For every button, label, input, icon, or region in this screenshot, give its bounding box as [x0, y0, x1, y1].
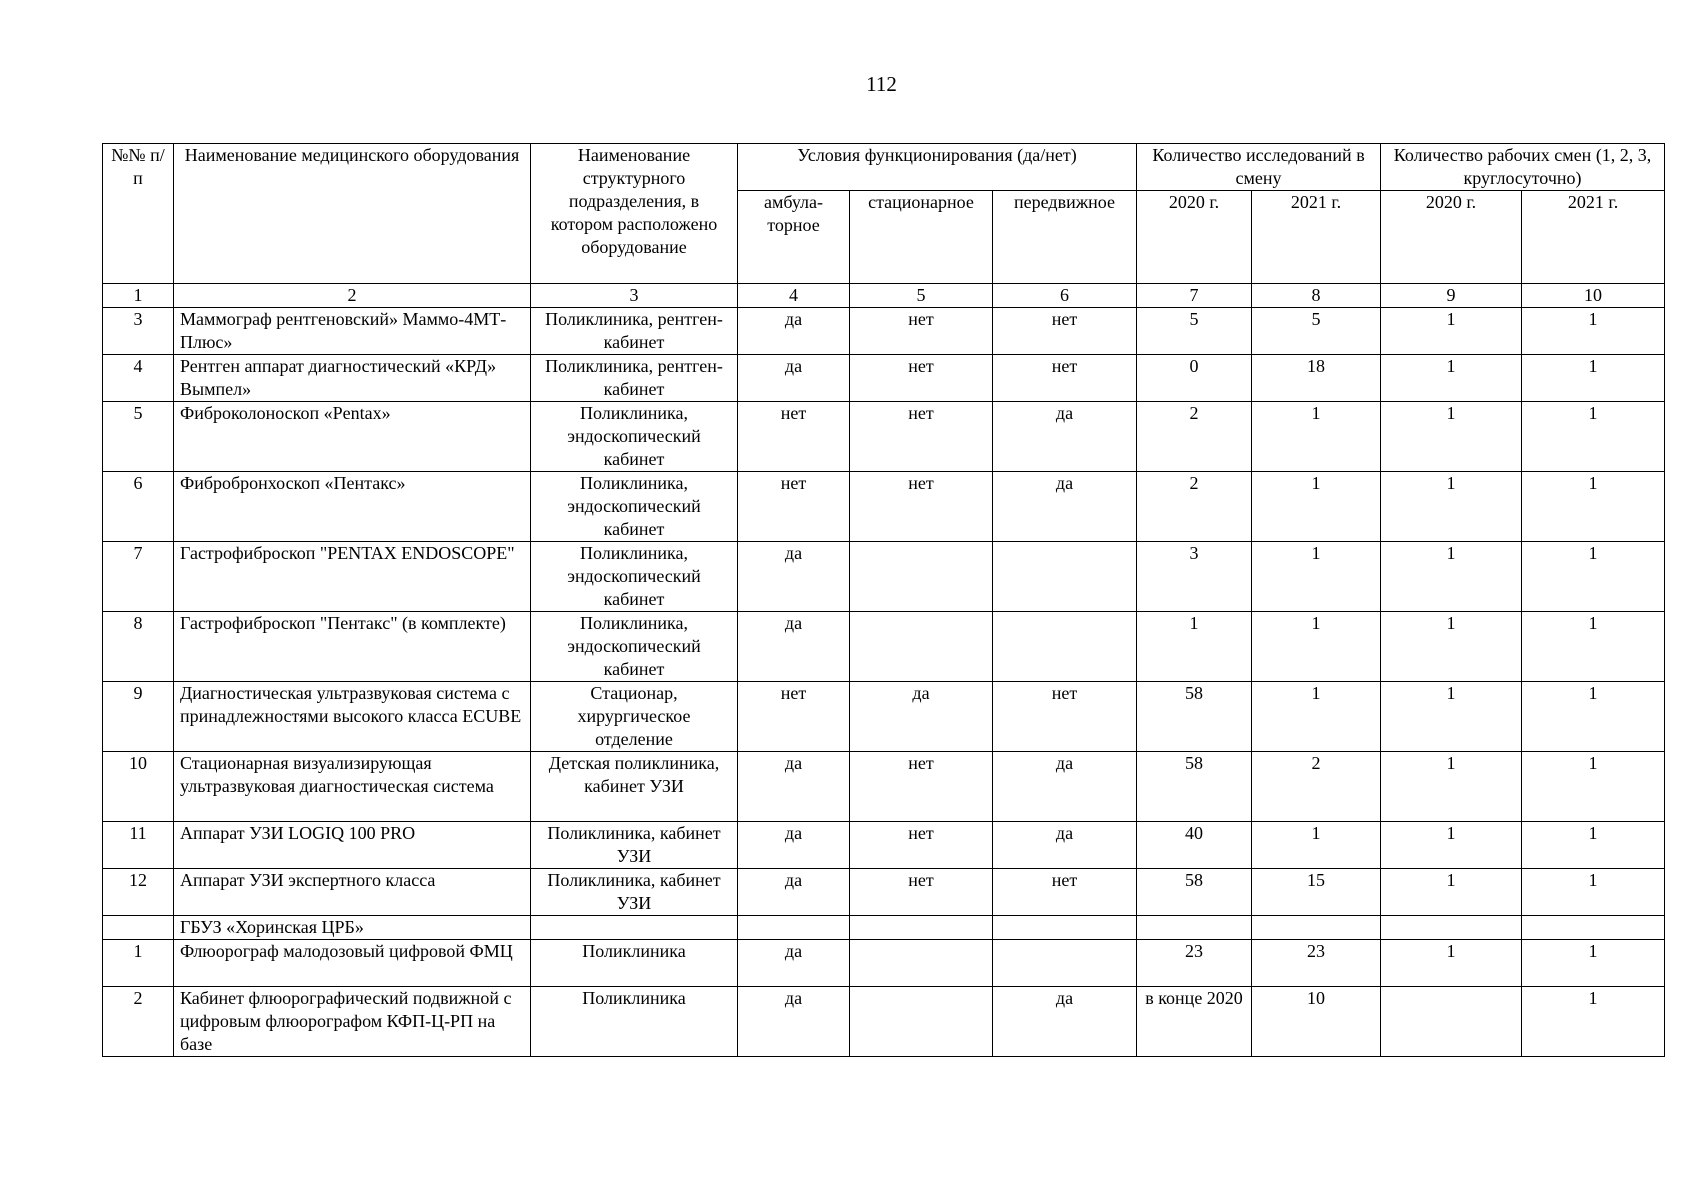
column-number: 6 — [993, 284, 1137, 308]
studies-2021: 2 — [1252, 752, 1381, 822]
row-number: 3 — [103, 308, 174, 355]
studies-2020: 1 — [1137, 612, 1252, 682]
mobile-value — [993, 612, 1137, 682]
ambulatory-value: да — [738, 987, 850, 1057]
studies-2020: 58 — [1137, 869, 1252, 916]
header-studies-2021: 2021 г. — [1252, 191, 1381, 284]
header-conditions: Условия функционирования (да/нет) — [738, 144, 1137, 191]
stationary-value: нет — [850, 822, 993, 869]
column-number: 5 — [850, 284, 993, 308]
stationary-value: нет — [850, 402, 993, 472]
header-num: №№ п/п — [103, 144, 174, 284]
equipment-name: Диагностическая ультразвуковая система с принадлежностями высокого класса ECUBE — [174, 682, 531, 752]
studies-2021: 18 — [1252, 355, 1381, 402]
table-row — [103, 682, 1665, 752]
table-row — [103, 940, 1665, 987]
stationary-value: да — [850, 682, 993, 752]
studies-2021: 1 — [1252, 472, 1381, 542]
table-row — [103, 308, 1665, 355]
shifts-2021: 1 — [1522, 987, 1665, 1057]
column-number-row — [103, 284, 1665, 308]
header-studies-per-shift: Количество исследований в смену — [1137, 144, 1381, 191]
equipment-name: ГБУЗ «Хоринская ЦРБ» — [174, 916, 531, 940]
studies-2021: 1 — [1252, 542, 1381, 612]
header-department: Наименование структурного подразделения, в котором расположено оборудование — [531, 144, 738, 284]
ambulatory-value: нет — [738, 402, 850, 472]
shifts-2020: 1 — [1381, 752, 1522, 822]
department: Поликлиника, эндоскопический кабинет — [531, 402, 738, 472]
header-shifts-2020: 2020 г. — [1381, 191, 1522, 284]
table-row — [103, 869, 1665, 916]
shifts-2020: 1 — [1381, 682, 1522, 752]
table-row — [103, 542, 1665, 612]
shifts-2020: 1 — [1381, 822, 1522, 869]
shifts-2020 — [1381, 916, 1522, 940]
equipment-name: Гастрофиброскоп "PENTAX ENDOSCOPE" — [174, 542, 531, 612]
table-row — [103, 987, 1665, 1057]
shifts-2020: 1 — [1381, 308, 1522, 355]
table-row — [103, 752, 1665, 822]
row-number: 10 — [103, 752, 174, 822]
stationary-value: нет — [850, 355, 993, 402]
stationary-value: нет — [850, 752, 993, 822]
mobile-value: да — [993, 402, 1137, 472]
studies-2021: 10 — [1252, 987, 1381, 1057]
department: Поликлиника, эндоскопический кабинет — [531, 472, 738, 542]
department: Поликлиника — [531, 987, 738, 1057]
ambulatory-value: нет — [738, 682, 850, 752]
column-number: 9 — [1381, 284, 1522, 308]
table-row — [103, 402, 1665, 472]
row-number: 2 — [103, 987, 174, 1057]
table-body — [103, 284, 1665, 1057]
header-stationary: стационарное — [850, 191, 993, 284]
studies-2020 — [1137, 916, 1252, 940]
equipment-name: Фибробронхоскоп «Пентакс» — [174, 472, 531, 542]
shifts-2020: 1 — [1381, 355, 1522, 402]
mobile-value: да — [993, 987, 1137, 1057]
row-number: 1 — [103, 940, 174, 987]
row-number: 7 — [103, 542, 174, 612]
shifts-2021: 1 — [1522, 402, 1665, 472]
table-row — [103, 916, 1665, 940]
shifts-2020: 1 — [1381, 940, 1522, 987]
ambulatory-value: да — [738, 940, 850, 987]
table-row — [103, 612, 1665, 682]
ambulatory-value: да — [738, 869, 850, 916]
column-number: 7 — [1137, 284, 1252, 308]
header-work-shifts: Количество рабочих смен (1, 2, 3, круглосуточно) — [1381, 144, 1665, 191]
equipment-name: Аппарат УЗИ LOGIQ 100 PRO — [174, 822, 531, 869]
equipment-name: Кабинет флюорографический подвижной с цифровым флюорографом КФП-Ц-РП на базе — [174, 987, 531, 1057]
mobile-value — [993, 940, 1137, 987]
stationary-value: нет — [850, 308, 993, 355]
stationary-value — [850, 612, 993, 682]
row-number: 4 — [103, 355, 174, 402]
ambulatory-value: да — [738, 822, 850, 869]
equipment-table — [102, 143, 1665, 1057]
ambulatory-value: да — [738, 542, 850, 612]
table-row — [103, 355, 1665, 402]
shifts-2021: 1 — [1522, 752, 1665, 822]
ambulatory-value: да — [738, 612, 850, 682]
stationary-value — [850, 542, 993, 612]
studies-2020: 3 — [1137, 542, 1252, 612]
row-number: 12 — [103, 869, 174, 916]
studies-2020: в конце 2020 — [1137, 987, 1252, 1057]
department: Поликлиника, кабинет УЗИ — [531, 822, 738, 869]
studies-2021: 15 — [1252, 869, 1381, 916]
stationary-value — [850, 916, 993, 940]
row-number — [103, 916, 174, 940]
department: Поликлиника, рентген-кабинет — [531, 355, 738, 402]
row-number: 5 — [103, 402, 174, 472]
studies-2020: 2 — [1137, 402, 1252, 472]
equipment-name: Рентген аппарат диагностический «КРД» Вымпел» — [174, 355, 531, 402]
row-number: 8 — [103, 612, 174, 682]
shifts-2021: 1 — [1522, 472, 1665, 542]
shifts-2020: 1 — [1381, 542, 1522, 612]
mobile-value: да — [993, 472, 1137, 542]
shifts-2020 — [1381, 987, 1522, 1057]
mobile-value: нет — [993, 355, 1137, 402]
column-number: 10 — [1522, 284, 1665, 308]
department: Стационар, хирургическое отделение — [531, 682, 738, 752]
studies-2021: 23 — [1252, 940, 1381, 987]
ambulatory-value: да — [738, 308, 850, 355]
shifts-2021: 1 — [1522, 612, 1665, 682]
mobile-value — [993, 916, 1137, 940]
mobile-value: нет — [993, 308, 1137, 355]
department: Детская поликлиника, кабинет УЗИ — [531, 752, 738, 822]
stationary-value — [850, 987, 993, 1057]
equipment-name: Стационарная визуализирующая ультразвуковая диагностическая система — [174, 752, 531, 822]
studies-2020: 58 — [1137, 752, 1252, 822]
equipment-name: Аппарат УЗИ экспертного класса — [174, 869, 531, 916]
equipment-name: Гастрофиброскоп "Пентакс" (в комплекте) — [174, 612, 531, 682]
column-number: 8 — [1252, 284, 1381, 308]
studies-2021: 1 — [1252, 682, 1381, 752]
mobile-value: да — [993, 822, 1137, 869]
header-mobile: передвижное — [993, 191, 1137, 284]
stationary-value — [850, 940, 993, 987]
studies-2020: 5 — [1137, 308, 1252, 355]
studies-2020: 2 — [1137, 472, 1252, 542]
page-number: 112 — [866, 72, 897, 96]
ambulatory-value: да — [738, 752, 850, 822]
studies-2021: 1 — [1252, 822, 1381, 869]
studies-2020: 58 — [1137, 682, 1252, 752]
header-equipment-name: Наименование медицинского оборудования — [174, 144, 531, 284]
shifts-2021: 1 — [1522, 542, 1665, 612]
mobile-value: нет — [993, 682, 1137, 752]
table-row — [103, 472, 1665, 542]
ambulatory-value: да — [738, 355, 850, 402]
equipment-name: Фиброколоноскоп «Pentax» — [174, 402, 531, 472]
ambulatory-value: нет — [738, 472, 850, 542]
equipment-name: Флюорограф малодозовый цифровой ФМЦ — [174, 940, 531, 987]
studies-2020: 23 — [1137, 940, 1252, 987]
shifts-2021: 1 — [1522, 869, 1665, 916]
shifts-2021: 1 — [1522, 822, 1665, 869]
shifts-2021 — [1522, 916, 1665, 940]
mobile-value: нет — [993, 869, 1137, 916]
row-number: 9 — [103, 682, 174, 752]
department: Поликлиника, эндоскопический кабинет — [531, 612, 738, 682]
column-number: 2 — [174, 284, 531, 308]
shifts-2021: 1 — [1522, 308, 1665, 355]
equipment-name: Маммограф рентгеновский» Маммо-4МТ-Плюс» — [174, 308, 531, 355]
studies-2021: 1 — [1252, 612, 1381, 682]
department: Поликлиника, эндоскопический кабинет — [531, 542, 738, 612]
studies-2020: 40 — [1137, 822, 1252, 869]
stationary-value: нет — [850, 472, 993, 542]
shifts-2021: 1 — [1522, 355, 1665, 402]
table-row — [103, 822, 1665, 869]
shifts-2020: 1 — [1381, 472, 1522, 542]
department: Поликлиника, рентген-кабинет — [531, 308, 738, 355]
row-number: 11 — [103, 822, 174, 869]
studies-2021: 5 — [1252, 308, 1381, 355]
header-ambulatory: амбула-торное — [738, 191, 850, 284]
department: Поликлиника — [531, 940, 738, 987]
row-number: 6 — [103, 472, 174, 542]
table-header — [103, 144, 1665, 284]
studies-2020: 0 — [1137, 355, 1252, 402]
header-shifts-2021: 2021 г. — [1522, 191, 1665, 284]
mobile-value — [993, 542, 1137, 612]
column-number: 4 — [738, 284, 850, 308]
shifts-2020: 1 — [1381, 869, 1522, 916]
shifts-2020: 1 — [1381, 612, 1522, 682]
stationary-value: нет — [850, 869, 993, 916]
column-number: 1 — [103, 284, 174, 308]
shifts-2021: 1 — [1522, 682, 1665, 752]
department — [531, 916, 738, 940]
header-studies-2020: 2020 г. — [1137, 191, 1252, 284]
department: Поликлиника, кабинет УЗИ — [531, 869, 738, 916]
studies-2021: 1 — [1252, 402, 1381, 472]
shifts-2020: 1 — [1381, 402, 1522, 472]
ambulatory-value — [738, 916, 850, 940]
column-number: 3 — [531, 284, 738, 308]
studies-2021 — [1252, 916, 1381, 940]
mobile-value: да — [993, 752, 1137, 822]
shifts-2021: 1 — [1522, 940, 1665, 987]
